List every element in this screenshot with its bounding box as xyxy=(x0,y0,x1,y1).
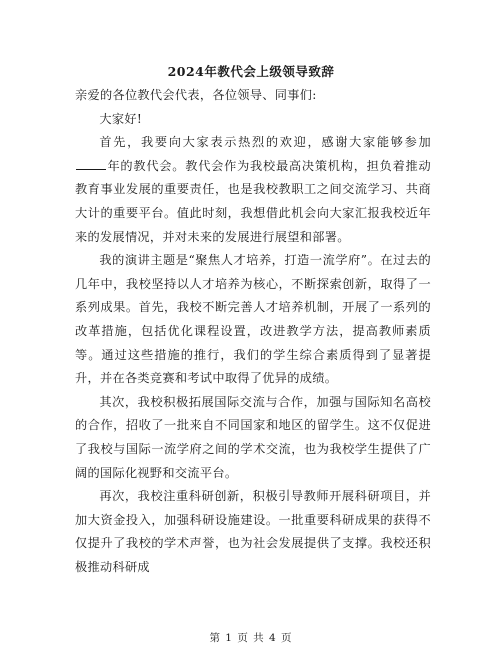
document-title: 2024年教代会上级领导致辞 xyxy=(167,64,335,79)
paragraph-2: 我的演讲主题是“聚焦人才培养，打造一流学府”。在过去的几年中，我校坚持以人才培养为核心，不断探索创新，取得了一系列成果。首先，我校不断完善人才培养机制，开展了一系列的改革措施，包括优化课程设置，改进教学方法，提高教师素质等。通过这些措施的推行，我们的学生综合素质得到了显著提升，并在各类竞赛和考试中取得了优异的成绩。 xyxy=(75,253,431,386)
page-number: 第 1 页 共 4 页 xyxy=(209,632,293,644)
document-body xyxy=(75,84,431,579)
greeting: 大家好! xyxy=(99,111,143,126)
paragraph-1 xyxy=(75,131,431,249)
paragraph-3: 其次，我校积极拓展国际交流与合作，加强与国际知名高校的合作，招收了一批来自不同国家和地区的留学生。这不仅促进了我校与国际一流学府之间的学术交流，也为我校学生提供了广阔的国际化视野和交流平台。 xyxy=(75,394,431,480)
year-blank xyxy=(76,159,106,170)
paragraph-1-after: 年的教代会。教代会作为我校最高决策机构，担负着推动教育事业发展的重要责任，也是我校教职工之间交流学习、共商大计的重要平台。值此时刻，我想借此机会向大家汇报我校近年来的发展情况，并对未来的发展进行展望和部署。 xyxy=(75,158,431,244)
paragraph-4: 再次，我校注重科研创新，积极引导教师开展科研项目，并加大资金投入，加强科研设施建设。一批重要科研成果的获得不仅提升了我校的学术声誉，也为社会发展提供了支撑。我校还积极推动科研成 xyxy=(75,489,431,574)
paragraph-1-before: 首先，我要向大家表示热烈的欢迎，感谢大家能够参加 xyxy=(99,135,431,150)
salutation: 亲爱的各位教代会代表，各位领导、同事们: xyxy=(75,88,317,102)
